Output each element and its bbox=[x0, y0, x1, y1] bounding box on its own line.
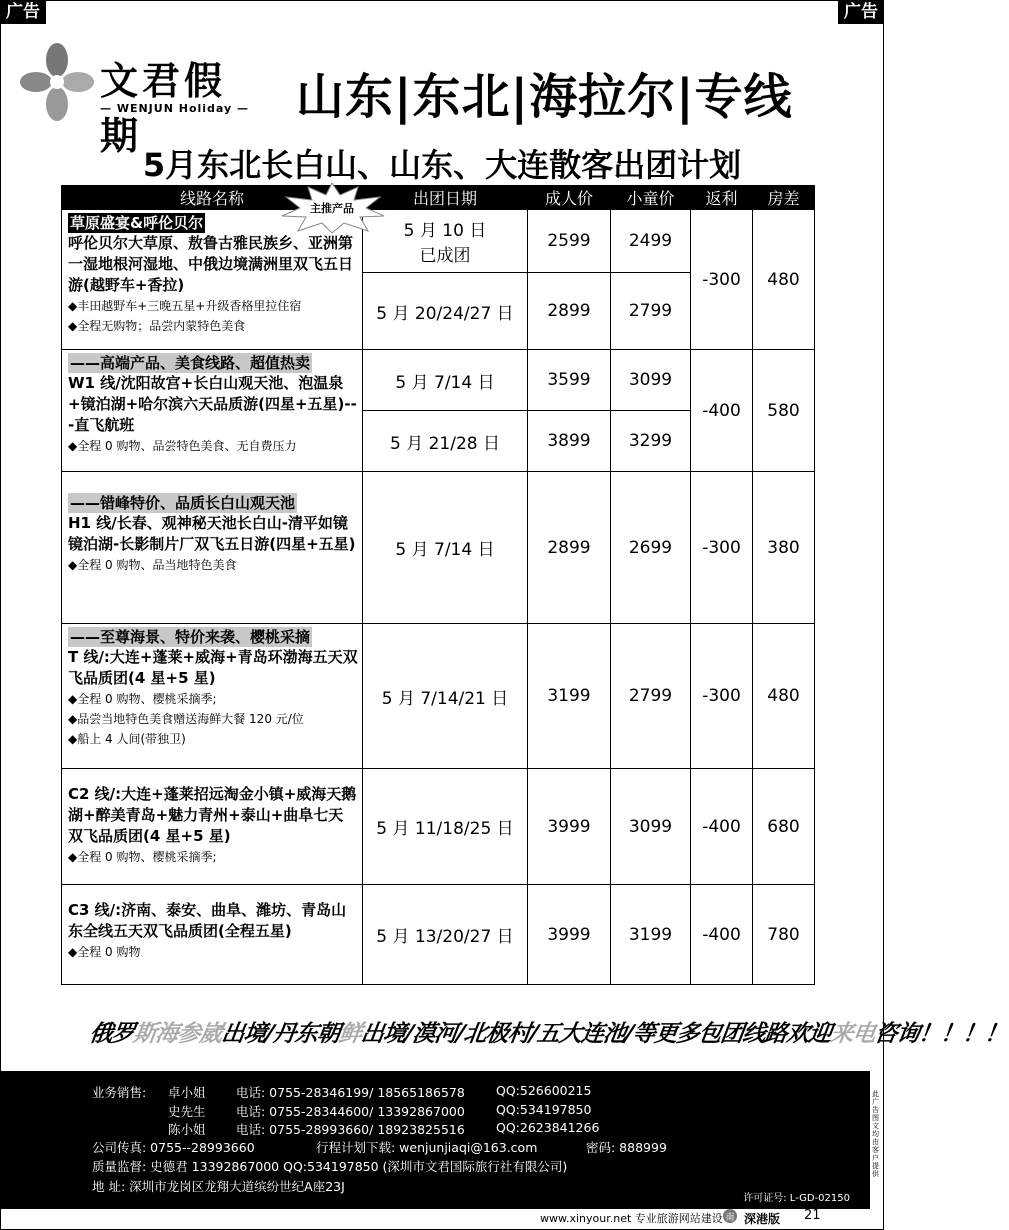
adult-price: 3599 bbox=[528, 350, 611, 411]
rebate-cell: -400 bbox=[691, 350, 753, 472]
contact-name: 史先生 bbox=[168, 1104, 206, 1119]
route-name: C3 线/:济南、泰安、曲阜、潍坊、青岛山东全线五天双飞品质团(全程五星) bbox=[68, 901, 347, 940]
brand-logo bbox=[22, 42, 262, 158]
password-text: 密码: 888999 bbox=[586, 1140, 667, 1155]
route-name: C2 线/:大连+蓬莱招远淘金小镇+威海天鹅湖+醉美青岛+魅力青州+泰山+曲阜七天双飞品质团(4 星+5 星) bbox=[68, 785, 357, 845]
header-child: 小童价 bbox=[611, 186, 691, 210]
route-name: 呼伦贝尔大草原、敖鲁古雅民族乡、亚洲第一湿地根河湿地、中俄边境满洲里双飞五日游(越野车+香拉) bbox=[68, 234, 354, 294]
status-text: 已成团 bbox=[419, 246, 471, 266]
route-note: ◆船上 4 人间(带独卫) bbox=[68, 732, 186, 746]
featured-badge-text: 主推产品 bbox=[310, 202, 354, 215]
header-date: 出团日期 bbox=[363, 186, 528, 210]
child-price: 2799 bbox=[611, 624, 691, 769]
banner-text: 咨询！！！！ bbox=[872, 1021, 1009, 1047]
header-room: 房差 bbox=[753, 186, 815, 210]
edition-icon bbox=[722, 1208, 738, 1227]
route-note: ◆丰田越野车+三晚五星+升级香格里拉住宿 bbox=[68, 299, 302, 313]
child-price: 3299 bbox=[611, 411, 691, 472]
route-cell bbox=[62, 624, 363, 769]
rebate-cell: -300 bbox=[691, 210, 753, 350]
rebate-cell: -400 bbox=[691, 769, 753, 885]
adult-price: 3999 bbox=[528, 769, 611, 885]
banner-text: 出境/漠河/北极村/五大连池/等更多包团线路欢迎 bbox=[359, 1021, 833, 1047]
route-note: ◆品尝当地特色美食赠送海鲜大餐 120 元/位 bbox=[68, 712, 304, 726]
banner-text-highlight: 鲜 bbox=[337, 1021, 363, 1047]
date-cell: 5 月 11/18/25 日 bbox=[363, 769, 528, 885]
tour-plan-table bbox=[61, 185, 815, 985]
flower-logo-icon bbox=[22, 42, 92, 122]
table-row bbox=[62, 769, 815, 885]
route-title: 草原盛宴&呼伦贝尔 bbox=[70, 214, 204, 232]
adult-price: 3899 bbox=[528, 411, 611, 472]
contact-qq: QQ:534197850 bbox=[496, 1102, 592, 1117]
room-diff-cell: 780 bbox=[753, 885, 815, 985]
ad-label-right: 广告 bbox=[838, 0, 884, 24]
room-diff-cell: 580 bbox=[753, 350, 815, 472]
banner-text: 俄罗 bbox=[87, 1021, 136, 1047]
license-text: 许可证号: L-GD-02150 bbox=[743, 1193, 850, 1204]
route-note: ◆全程 0 购物、樱桃采摘季; bbox=[68, 850, 217, 864]
route-cell bbox=[62, 769, 363, 885]
contact-phone: 电话: 0755-28993660/ 18923825516 bbox=[236, 1122, 465, 1137]
child-price: 3099 bbox=[611, 350, 691, 411]
adult-price: 2899 bbox=[528, 273, 611, 350]
edition-label: 深港版 bbox=[744, 1212, 781, 1226]
contact-qq: QQ:2623841266 bbox=[496, 1120, 600, 1135]
banner-text: 出境/丹东朝 bbox=[219, 1021, 341, 1047]
room-diff-cell: 480 bbox=[753, 210, 815, 350]
contact-name: 卓小姐 bbox=[168, 1085, 206, 1100]
ad-label-left: 广告 bbox=[0, 0, 46, 24]
table-row bbox=[62, 210, 815, 273]
route-name: W1 线/沈阳故宫+长白山观天池、泡温泉+镜泊湖+哈尔滨六天品质游(四星+五星)---直飞航班 bbox=[68, 374, 357, 434]
address-text: 地 址: 深圳市龙岗区龙翔大道缤纷世纪A座23J bbox=[92, 1179, 345, 1194]
child-price: 3199 bbox=[611, 885, 691, 985]
route-cell bbox=[62, 350, 363, 472]
route-cell bbox=[62, 885, 363, 985]
date-cell: 5 月 13/20/27 日 bbox=[363, 885, 528, 985]
fax-text: 公司传真: 0755--28993660 bbox=[92, 1140, 255, 1155]
date-cell: 5 月 20/24/27 日 bbox=[363, 273, 528, 350]
date-cell: 5 月 7/14/21 日 bbox=[363, 624, 528, 769]
adult-price: 2899 bbox=[528, 472, 611, 624]
side-note: 此广告图文均由客户提供 bbox=[872, 1090, 879, 1178]
svg-text:南: 南 bbox=[725, 1213, 735, 1223]
sales-label: 业务销售: bbox=[92, 1085, 147, 1100]
rebate-cell: -300 bbox=[691, 472, 753, 624]
route-title: ——高端产品、美食线路、超值热卖 bbox=[70, 354, 311, 372]
rebate-cell: -400 bbox=[691, 885, 753, 985]
table-header-row bbox=[62, 186, 815, 210]
download-text: 行程计划下载: wenjunjiaqi@163.com bbox=[316, 1140, 538, 1155]
route-name: T 线/:大连+蓬莱+威海+青岛环渤海五天双飞品质团(4 星+5 星) bbox=[68, 648, 358, 687]
route-note: ◆全程 0 购物、品尝特色美食、无自费压力 bbox=[68, 439, 297, 453]
banner-text-highlight: 斯海参崴 bbox=[131, 1021, 224, 1047]
date-cell: 5 月 7/14 日 bbox=[363, 472, 528, 624]
route-note: ◆全程无购物；品尝内蒙特色美食 bbox=[68, 319, 246, 333]
featured-badge bbox=[280, 183, 385, 233]
page-number: 21 bbox=[804, 1208, 821, 1223]
route-title: ——至尊海景、特价来袭、樱桃采摘 bbox=[70, 628, 311, 646]
route-note: ◆全程 0 购物、品当地特色美食 bbox=[68, 558, 237, 572]
header-rebate: 返利 bbox=[691, 186, 753, 210]
contact-phone: 电话: 0755-28346199/ 18565186578 bbox=[236, 1085, 465, 1100]
subtitle: 5月东北长白山、山东、大连散客出团计划 bbox=[142, 146, 742, 184]
brand-name-en: — WENJUN Holiday — bbox=[100, 102, 250, 115]
adult-price: 3999 bbox=[528, 885, 611, 985]
table-row bbox=[62, 885, 815, 985]
site-credit: www.xinyour.net 专业旅游网站建设 bbox=[540, 1212, 723, 1225]
room-diff-cell: 680 bbox=[753, 769, 815, 885]
brand-name-cn: 文君假期 bbox=[100, 59, 227, 158]
child-price: 2699 bbox=[611, 472, 691, 624]
route-note: ◆全程 0 购物 bbox=[68, 945, 141, 959]
child-price: 2499 bbox=[611, 210, 691, 273]
child-price: 3099 bbox=[611, 769, 691, 885]
room-diff-cell: 380 bbox=[753, 472, 815, 624]
adult-price: 2599 bbox=[528, 210, 611, 273]
contact-qq: QQ:526600215 bbox=[496, 1083, 592, 1098]
table-row bbox=[62, 472, 815, 624]
date-cell bbox=[363, 210, 528, 273]
route-note: ◆全程 0 购物、樱桃采摘季; bbox=[68, 692, 217, 706]
header-adult: 成人价 bbox=[528, 186, 611, 210]
date-cell: 5 月 21/28 日 bbox=[363, 411, 528, 472]
adult-price: 3199 bbox=[528, 624, 611, 769]
contact-phone: 电话: 0755-28344600/ 13392867000 bbox=[236, 1104, 465, 1119]
header-route: 线路名称 bbox=[62, 186, 363, 210]
table-row bbox=[62, 624, 815, 769]
date-cell: 5 月 7/14 日 bbox=[363, 350, 528, 411]
banner-text-highlight: 来电 bbox=[828, 1021, 877, 1047]
quality-text: 质量监督: 史德君 13392867000 QQ:534197850 (深圳市文君国际旅行社有限公司) bbox=[92, 1159, 568, 1174]
route-title: ——错峰特价、品质长白山观天池 bbox=[70, 494, 296, 512]
headline: 山东|东北|海拉尔|专线 bbox=[296, 69, 793, 125]
date-text: 5 月 10 日 bbox=[403, 221, 487, 241]
room-diff-cell: 480 bbox=[753, 624, 815, 769]
contact-footer bbox=[0, 1071, 870, 1209]
promo-banner bbox=[88, 1015, 1009, 1048]
rebate-cell: -300 bbox=[691, 624, 753, 769]
table-row bbox=[62, 350, 815, 411]
route-name: H1 线/长春、观神秘天池长白山-清平如镜镜泊湖-长影制片厂双飞五日游(四星+五星) bbox=[68, 514, 356, 553]
contact-name: 陈小姐 bbox=[168, 1122, 206, 1137]
route-cell bbox=[62, 472, 363, 624]
child-price: 2799 bbox=[611, 273, 691, 350]
